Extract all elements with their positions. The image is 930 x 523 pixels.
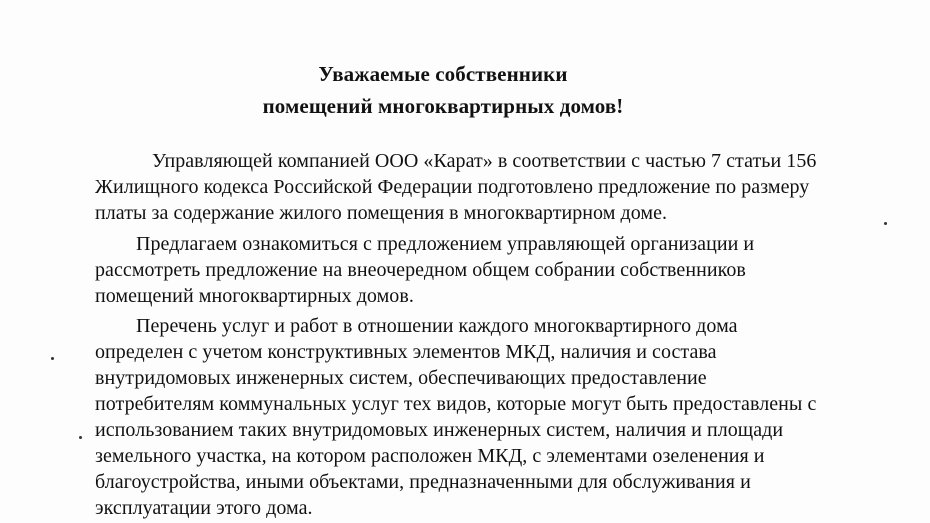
paragraph-1-line-3: платы за содержание жилого помещения в многоквартирном доме.: [95, 202, 668, 224]
paragraph-1-line-1: Управляющей компанией ООО «Карат» в соответствии с частью 7 статьи 156: [152, 150, 817, 172]
scan-speck: [51, 357, 54, 360]
paragraph-3-line-6: земельного участка, на котором расположен МКД, с элементами озеленения и: [95, 445, 765, 467]
paragraph-3-line-1: Перечень услуг и работ в отношении каждого многоквартирного дома: [136, 315, 738, 337]
paragraph-3-line-7: благоустройства, иными объектами, предназначенными для обслуживания и: [95, 471, 751, 493]
title-line-1: Уважаемые собственники: [318, 62, 568, 86]
paragraph-2-line-3: помещений многоквартирных домов.: [95, 285, 414, 307]
title-line-2: помещений многоквартирных домов!: [262, 94, 624, 118]
paragraph-3-line-5: использованием таких внутридомовых инженерных систем, наличия и площади: [95, 419, 784, 441]
scan-speck: [884, 222, 887, 225]
scan-speck: [79, 436, 82, 439]
paragraph-2-line-1: Предлагаем ознакомиться с предложением управляющей организации и: [136, 233, 755, 255]
paragraph-1-line-2: Жилищного кодекса Российской Федерации подготовлено предложение по размеру: [95, 176, 810, 198]
paragraph-2-line-2: рассмотреть предложение на внеочередном общем собрании собственников: [95, 259, 746, 281]
paragraph-3-line-3: внутридомовых инженерных систем, обеспечивающих предоставление: [95, 367, 707, 389]
paragraph-3-line-2: определен с учетом конструктивных элементов МКД, наличия и состава: [95, 341, 717, 363]
paragraph-3-line-4: потребителям коммунальных услуг тех видов, которые могут быть предоставлены с: [95, 393, 817, 415]
paragraph-3-line-8: эксплуатации этого дома.: [95, 497, 313, 519]
